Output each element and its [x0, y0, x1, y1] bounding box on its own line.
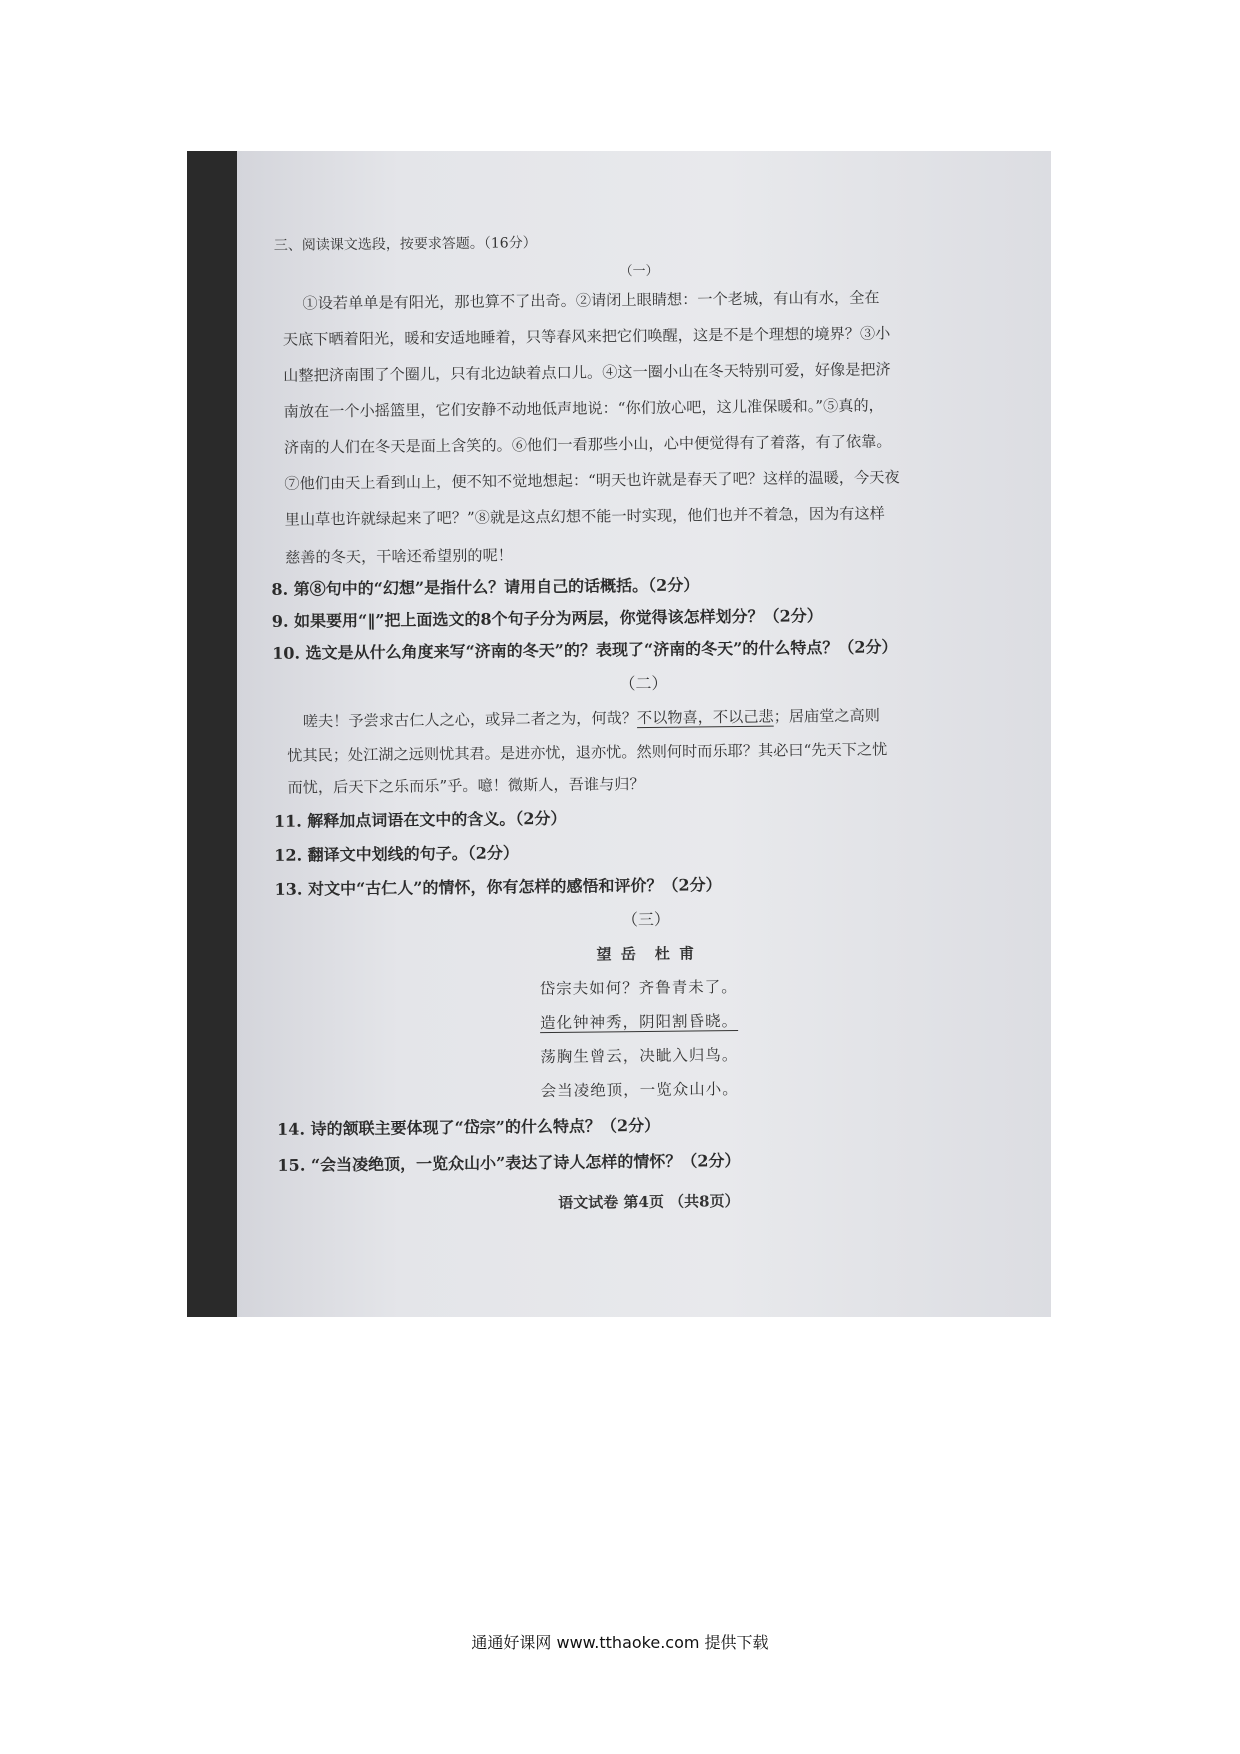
part2-text: 嗟夫！予尝求古仁人之心，或异二者之为，何哉？ [302, 709, 638, 731]
part1-line: ⑦他们由天上看到山上，便不知不觉地想起：“明天也许就是春天了吧？这样的温暖，今天夜 [284, 468, 900, 493]
part1-title: （一） [619, 263, 659, 280]
page-footer: 语文试卷 第4页 （共8页） [558, 1192, 740, 1212]
poem-title: 望 岳 杜 甫 [596, 944, 697, 964]
poem-line-underlined: 造化钟神秀，阴阳割昏晓。 [539, 1012, 739, 1033]
paper-content [231, 151, 1051, 1317]
part2-text: ；居庙堂之高则 [773, 706, 881, 726]
exam-paper [237, 151, 1051, 1317]
part1-line: ①设若单单是有阳光，那也算不了出奇。②请闭上眼睛想：一个老城，有山有水，全在 [302, 288, 880, 313]
section-heading: 三、阅读课文选段，按要求答题。（16分） [273, 235, 537, 254]
question-9: 9. 如果要用“‖”把上面选文的8个句子分为两层，你觉得该怎样划分？（2分） [271, 606, 823, 631]
poem-line: 荡胸生曾云，决眦入归鸟。 [540, 1046, 739, 1067]
part1-line: 里山草也许就绿起来了吧？”⑧就是这点幻想不能一时实现，他们也并不着急，因为有这样 [284, 504, 885, 529]
question-8: 8. 第⑧句中的“幻想”是指什么？请用自己的话概括。（2分） [271, 575, 700, 599]
question-15: 15. “会当凌绝顶，一览众山小”表达了诗人怎样的情怀？（2分） [277, 1151, 741, 1175]
part3-title: （三） [621, 909, 671, 930]
exam-photo [187, 151, 1051, 1317]
underlined-sentence: 不以物喜，不以己悲 [636, 707, 774, 728]
poem-line: 会当凌绝顶，一览众山小。 [540, 1080, 739, 1101]
part2-line-1 [303, 703, 1003, 732]
part2-line-3: 而忧，后天下之乐而乐”乎。噫！微斯人，吾谁与归？ [287, 774, 645, 797]
question-12: 12. 翻译文中划线的句子。（2分） [274, 843, 519, 865]
question-14: 14. 诗的颔联主要体现了“岱宗”的什么特点？（2分） [277, 1115, 661, 1139]
question-10: 10. 选文是从什么角度来写“济南的冬天”的？表现了“济南的冬天”的什么特点？（2分） [272, 637, 898, 663]
poem-line: 岱宗夫如何？齐鲁青未了。 [539, 978, 738, 999]
part1-line: 天底下晒着阳光，暖和安适地睡着，只等春风来把它们唤醒，这是不是个理想的境界？③小 [282, 324, 891, 349]
part1-line: 山整把济南围了个圈儿，只有北边缺着点口儿。④这一圈小山在冬天特别可爱，好像是把济 [283, 360, 891, 385]
question-11: 11. 解释加点词语在文中的含义。（2分） [273, 808, 567, 831]
part1-line: 南放在一个小摇篮里，它们安静不动地低声地说：“你们放心吧，这儿准保暖和。”⑤真的， [283, 396, 884, 421]
site-footer: 通通好课网 www.tthaoke.com 提供下载 [471, 1633, 769, 1652]
part2-title: （二） [619, 673, 668, 694]
part2-line-2: 忧其民；处江湖之远则忧其君。是进亦忧，退亦忧。然则何时而乐耶？其必曰“先天下之忧 [287, 740, 888, 765]
question-13: 13. 对文中“古仁人”的情怀，你有怎样的感悟和评价？（2分） [274, 875, 722, 899]
part1-line: 济南的人们在冬天是面上含笑的。⑥他们一看那些小山，心中便觉得有了着落，有了依靠。 [283, 432, 892, 457]
part1-line: 慈善的冬天，干啥还希望别的呢！ [285, 546, 514, 567]
